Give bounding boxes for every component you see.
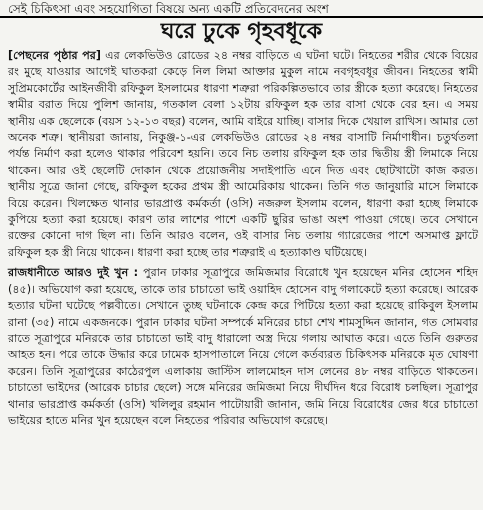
previous-column-fragment: সেই চিকিৎসা এবং সহযোগিতা বিষয়ে অন্য একটি প্রতিবেদনের অংশ <box>8 2 329 16</box>
article-second-paragraph <box>8 265 478 429</box>
continuation-kicker: [পেছনের পৃষ্ঠার পর] <box>8 49 101 62</box>
subhead: রাজধানীতে আরও দুই খুন : <box>8 266 139 280</box>
article-second-text: পুরান ঢাকার সূত্রাপুরে জমিজমার বিরোধে খুন হয়েছেন মনির হোসেন শহিদ (৪৫)। অভিযোগ করা হয়েছে, তাকে তার চাচাতো ভাই ওয়াহিদ হোসেন বাদু গলাকেটে হত্যা করেছে। আরেক হত্যার ঘটনা ঘটেছে পল্লবীতে। সেখানে তুচ্ছ ঘটনাকে কেন্দ্র করে পিটিয়ে হত্যা করা হয়েছে রাকিবুল ইসলাম রানা (৩৫) নামে একজনকে। পুরান ঢাকার ঘটনা সম্পর্কে মনিরের চাচা শেখ শামসুদ্দিন জানান, গত সোমবার রাতে সূত্রাপুরে মনিরকে তার চাচাতো ভাই বাদু ধারালো অস্ত্র দিয়ে গলায় আঘাত করে। এতে তিনি গুরুতর আহত হন। পরে তাকে উদ্ধার করে ঢামেক হাসপাতালে নিয়ে গেলে কর্তব্যরত চিকিৎসক মনিরকে মৃত ঘোষণা করেন। তিনি সূত্রাপুরের কাঠেরপুল এলাকায় জাস্টিস লালমোহন দাস লেনের ৪৮ নম্বর বাড়িতে থাকতেন। চাচাতো ভাইদের (আরেক চাচার ছেলে) সঙ্গে মনিরের জমিজমা নিয়ে দীর্ঘদিন ধরে বিরোধ চলছিল। সূত্রাপুর থানার ভারপ্রাপ্ত কর্মকর্তা (ওসি) খলিলুর রহমান পাটোয়ারী জানান, জমি নিয়ে বিরোধের জের ধরে চাচাতো ভাইয়ের হাতে মনির খুন হয়েছেন বলে নিহতের পরিবার অভিযোগ করেছে। <box>8 266 478 427</box>
article-body <box>8 48 478 429</box>
article-main-paragraph <box>8 48 478 261</box>
headline: ঘরে ঢুকে গৃহবধূকে <box>160 19 323 44</box>
article-main-text: এর লেকভিউও রোডের ২৪ নম্বর বাড়িতে এ ঘটনা ঘটে। নিহতের শরীর থেকে বিয়ের রং মুছে যাওয়ার আগেই ঘাতকরা কেড়ে নিল লিমা আক্তার মুকুল নামে নবগৃহবধূর জীবন। নিহতের স্বামী সুপ্রিমকোর্টের আইনজীবী রফিকুল ইসলামের ধারণা শত্রুরা পরিকল্পিতভাবে তার স্ত্রীকে হত্যা করেছে। নিহতের স্বামীর বরাত দিয়ে পুলিশ জানায়, গতকাল বেলা ১২টায় রফিকুল হক তার বাসা থেকে বের হন। এ সময় স্থানীয় এক ছেলেকে (বয়স ১২-১৩ বছর) বলেন, আমি বাইরে যাচ্ছি। বাসার দিকে খেয়াল রাখিস। আমার তো অনেক শত্রু। স্থানীয়রা জানায়, নিকুঞ্জ-১-এর লেকভিউও রোডের ২৪ নম্বর বাসাটি নির্মাণাধীন। চতুর্থতলা পর্যন্ত নির্মাণ করা হলেও থাকার পরিবেশ হয়নি। তবে নিচ তলায় রফিকুল হক তার দ্বিতীয় স্ত্রী লিমাকে নিয়ে থাকেন। আর ওই ছেলেটি দোকান থেকে প্রয়োজনীয় সদাইপাতি এনে দিত এবং ছোটখাটো কাজ করত। স্থানীয় সূত্রে জানা গেছে, রফিকুল হকের প্রথম স্ত্রী আমেরিকায় থাকেন। তিনি গত জানুয়ারি মাসে লিমাকে বিয়ে করেন। খিলক্ষেত থানার ভারপ্রাপ্ত কর্মকর্তা (ওসি) নজরুল ইসলাম বলেন, ধারণা করা হচ্ছে লিমাকে কুপিয়ে হত্যা করা হয়েছে। কারণ তার লাশের পাশে একটি ছুরির ভাঙা অংশ পাওয়া গেছে। তবে সেখানে রক্তের কোনো দাগ ছিল না। তিনি আরও বলেন, ওই বাসার নিচ তলায় গ্যারেজের পাশে অসমাপ্ত ফ্লাটে রফিকুল হক স্ত্রী নিয়ে থাকেন। ধারণা করা হচ্ছে তার শত্রুরাই এ হত্যাকাণ্ড ঘটিয়েছে। <box>8 49 478 259</box>
